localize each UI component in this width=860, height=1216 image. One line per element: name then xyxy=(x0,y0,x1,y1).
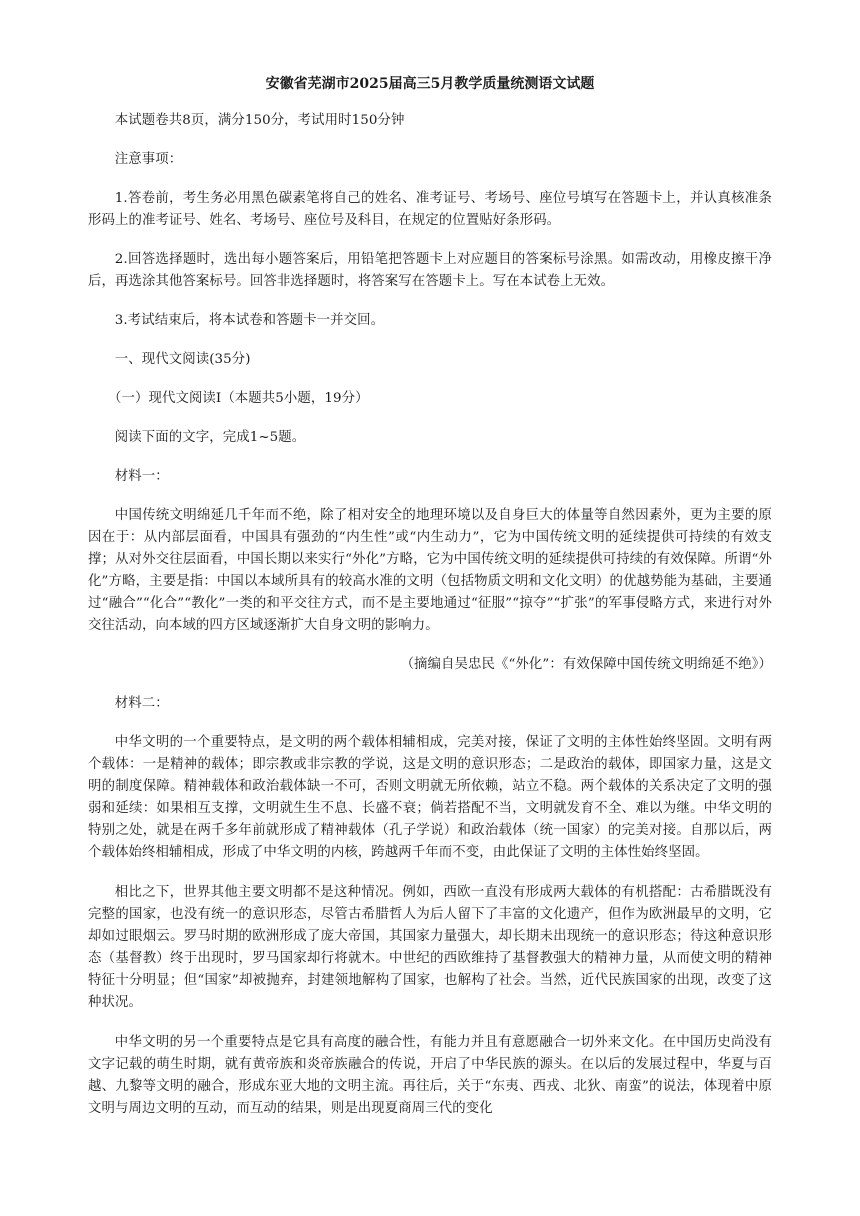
material2-label: 材料二： xyxy=(114,696,169,711)
material2-paragraph-1: 中华文明的一个重要特点，是文明的两个载体相辅相成，完美对接，保证了文明的主体性始终坚固。文明有两个载体：一是精神的载体；即宗教或非宗教的学说，这是文明的意识形态；二是政治的载体，即国家力量，这是文明的制度保障。精神载体和政治载体缺一不可，否则文明就无所依赖，站立不稳。两个载体的关系决定了文明的强弱和延续：如果相互支撑，文明就生生不息、长盛不衰；倘若搭配不当，文明就发育不全、难以为继。中华文明的特别之处，就是在两千多年前就形成了精神载体（孔子学说）和政治载体（统一国家）的完美对接。自那以后，两个载体始终相辅相成，形成了中华文明的内核，跨越两千年而不变，由此保证了文明的主体性始终坚固。 xyxy=(88,735,772,860)
exam-page xyxy=(88,74,772,1138)
material2-paragraph-3: 中华文明的另一个重要特点是它具有高度的融合性，有能力并且有意愿融合一切外来文化。在中国历史尚没有文字记载的萌生时期，就有黄帝族和炎帝族融合的传说，开启了中华民族的源头。在以后的发展过程中，华夏与百越、九黎等文明的融合，形成东亚大地的文明主流。再往后，关于“东夷、西戎、北狄、南蛮”的说法，体现着中原文明与周边文明的互动，而互动的结果，则是出现夏商周三代的变化 xyxy=(88,1035,772,1116)
page-title: 安徽省芜湖市2025届高三5月教学质量统测语文试题 xyxy=(265,76,595,92)
subsection-heading: （一）现代文阅读Ⅰ（本题共5小题，19分） xyxy=(108,391,369,406)
material2-paragraph-2: 相比之下，世界其他主要文明都不是这种情况。例如，西欧一直没有形成两大载体的有机搭配：古希腊既没有完整的国家，也没有统一的意识形态，尽管古希腊哲人为后人留下了丰富的文化遗产，但作为欧洲最早的文明，它却如过眼烟云。罗马时期的欧洲形成了庞大帝国，其国家力量强大，却长期未出现统一的意识形态；待这种意识形态（基督教）终于出现时，罗马国家却行将就木。中世纪的西欧维持了基督教强大的精神力量，从而使文明的精神特征十分明显；但“国家”却被抛弃，封建领地解构了国家，也解构了社会。当然，近代民族国家的出现，改变了这种状况。 xyxy=(88,885,772,1010)
material1-label: 材料一： xyxy=(114,469,169,484)
notice-item-2: 2.回答选择题时，选出每小题答案后，用铅笔把答题卡上对应题目的答案标号涂黑。如需改动，用橡皮擦干净后，再选涂其他答案标号。回答非选择题时，将答案写在答题卡上。写在本试卷上无效。 xyxy=(88,252,772,289)
intro-text: 本试题卷共8页，满分150分，考试用时150分钟 xyxy=(114,113,405,128)
material1-source: （摘编自吴忠民《“外化”：有效保障中国传统文明绵延不绝》） xyxy=(400,657,772,672)
notice-item-3: 3.考试结束后，将本试卷和答题卡一并交回。 xyxy=(114,313,385,328)
notice-heading: 注意事项： xyxy=(114,152,183,167)
material1-paragraph: 中国传统文明绵延几千年而不绝，除了相对安全的地理环境以及自身巨大的体量等自然因素外，更为主要的原因在于：从内部层面看，中国具有强劲的“内生性”或“内生动力”，它为中国传统文明的延续提供可持续的有效支撑；从对外交往层面看，中国长期以来实行“外化”方略，它为中国传统文明的延续提供可持续的有效保障。所谓“外化”方略，主要是指：中国以本域所具有的较高水准的文明（包括物质文明和文化文明）的优越势能为基础，主要通过“融合”“化合”“教化”一类的和平交往方式，而不是主要地通过“征服”“掠夺”“扩张”的军事侵略方式，来进行对外交往活动，向本域的四方区域逐渐扩大自身文明的影响力。 xyxy=(88,508,772,633)
reading-instruction: 阅读下面的文字，完成1~5题。 xyxy=(114,430,306,445)
section-heading: 一、现代文阅读(35分) xyxy=(114,352,251,367)
notice-item-1: 1.答卷前，考生务必用黑色碳素笔将自己的姓名、准考证号、考场号、座位号填写在答题卡上，并认真核准条形码上的准考证号、姓名、考场号、座位号及科目，在规定的位置贴好条形码。 xyxy=(88,191,772,228)
